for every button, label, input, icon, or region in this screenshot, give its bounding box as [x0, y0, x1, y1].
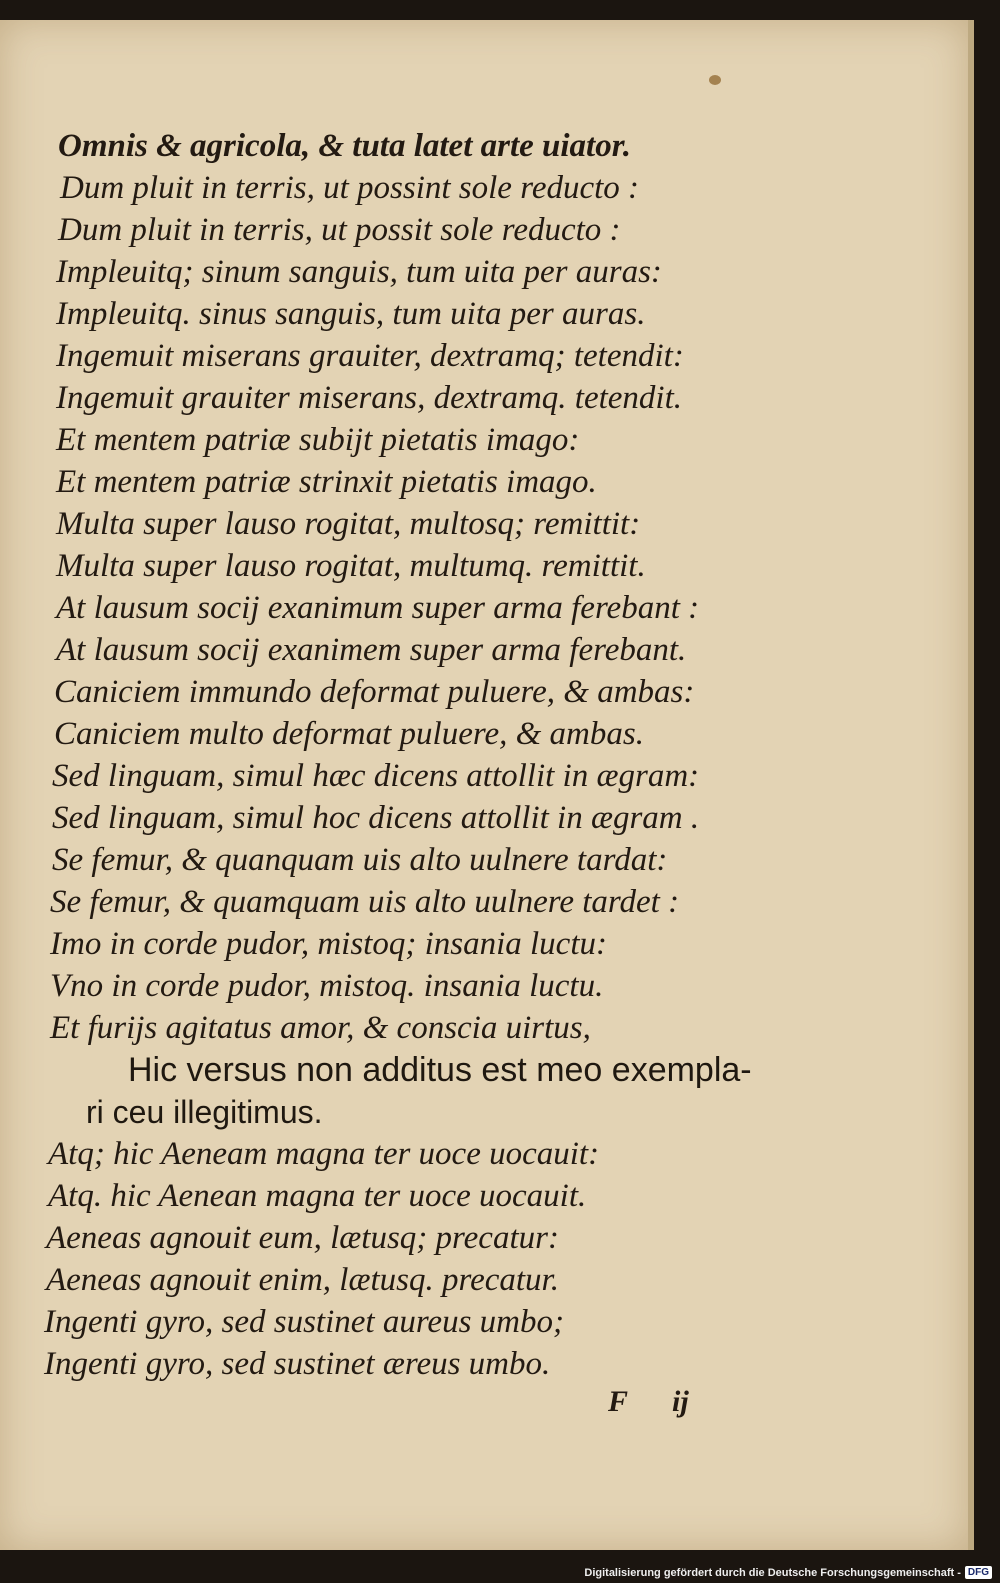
note-line-1: Hic versus non additus est meo exempla- — [128, 1051, 752, 1089]
verse-line: Ingenti gyro, sed sustinet æreus umbo. — [44, 1346, 551, 1382]
verse-line: Multa super lauso rogitat, multumq. remittit. — [56, 548, 646, 584]
verse-line: At lausum socij exanimum super arma ferebant : — [56, 590, 700, 626]
verse-line: Ingenti gyro, sed sustinet aureus umbo; — [44, 1304, 564, 1340]
verse-line: Dum pluit in terris, ut possint sole reducto : — [60, 170, 640, 206]
verse-line: Se femur, & quanquam uis alto uulnere tardat: — [52, 842, 668, 878]
verse-line: Se femur, & quamquam uis alto uulnere tardet : — [50, 884, 680, 920]
paper-stain — [709, 75, 721, 85]
verse-line: Sed linguam, simul hoc dicens attollit in ægram . — [52, 800, 700, 836]
verse-line: Ingemuit miserans grauiter, dextramq; tetendit: — [56, 338, 684, 374]
digitization-credit — [584, 1566, 992, 1579]
dfg-logo: DFG — [965, 1566, 992, 1579]
verse-line: Caniciem multo deformat puluere, & ambas. — [54, 716, 644, 752]
signature-numeral: ij — [672, 1385, 689, 1418]
verse-line: Aeneas agnouit enim, lætusq. precatur. — [46, 1262, 559, 1298]
book-page — [0, 20, 974, 1550]
verse-line: Imo in corde pudor, mistoq; insania luctu: — [50, 926, 607, 962]
verse-line: Atq. hic Aenean magna ter uoce uocauit. — [48, 1178, 587, 1214]
verse-line: Vno in corde pudor, mistoq. insania luctu. — [50, 968, 604, 1004]
verse-line: Atq; hic Aeneam magna ter uoce uocauit: — [48, 1136, 600, 1172]
signature-letter: F — [608, 1385, 629, 1418]
verse-line: Ingemuit grauiter miserans, dextramq. tetendit. — [56, 380, 683, 416]
verse-line: Aeneas agnouit eum, lætusq; precatur: — [46, 1220, 559, 1256]
verse-line: Impleuitq. sinus sanguis, tum uita per auras. — [56, 296, 646, 332]
credit-text: Digitalisierung gefördert durch die Deutsche Forschungsgemeinschaft - — [584, 1566, 961, 1579]
verse-line: Et mentem patriæ subijt pietatis imago: — [56, 422, 580, 458]
note-line-2: ri ceu illegitimus. — [86, 1094, 323, 1130]
verse-line: Omnis & agricola, & tuta latet arte uiator. — [58, 128, 631, 164]
verse-line: Sed linguam, simul hæc dicens attollit in ægram: — [52, 758, 700, 794]
verse-line: At lausum socij exanimem super arma ferebant. — [56, 632, 687, 668]
verse-line: Dum pluit in terris, ut possit sole reducto : — [58, 212, 621, 248]
verse-line: Multa super lauso rogitat, multosq; remittit: — [56, 506, 641, 542]
verse-line: Et furijs agitatus amor, & conscia uirtus, — [50, 1010, 591, 1046]
verse-line: Caniciem immundo deformat puluere, & ambas: — [54, 674, 695, 710]
verse-line: Impleuitq; sinum sanguis, tum uita per auras: — [56, 254, 662, 290]
verse-line: Et mentem patriæ strinxit pietatis imago. — [56, 464, 597, 500]
